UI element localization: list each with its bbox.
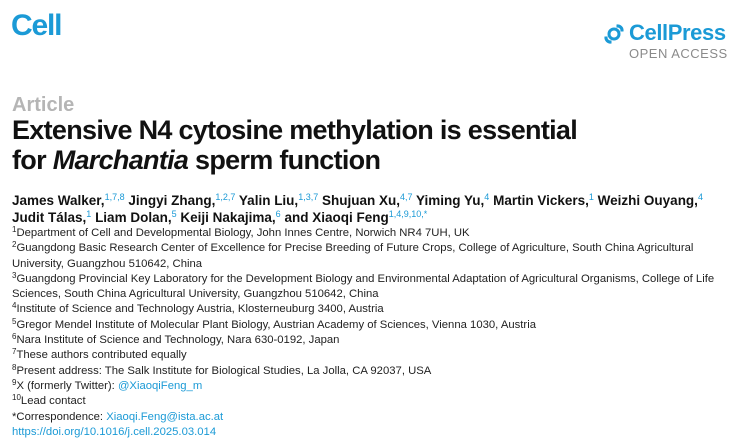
affiliation-marker: 2 [12,240,17,250]
author [12,193,125,208]
affiliation-row [12,272,742,287]
author [322,193,413,208]
author-affiliation-marker: 1,4,9,10,* [388,209,428,219]
affiliation-text: Guangdong Basic Research Center of Excellence for Precise Breeding of Future Crops, College of Agriculture, South China Agricultural [16,242,694,255]
affiliation-row [12,302,742,317]
affiliation-marker: 7 [12,347,17,357]
affiliation-text: Institute of Science and Technology Austria, Klosterneuburg 3400, Austria [16,303,384,316]
affiliation-marker: 6 [12,332,17,342]
author-name: and Xiaoqi Feng [284,210,389,225]
affiliation-row [12,364,742,379]
correspondence-email-link[interactable]: Xiaoqi.Feng@ista.ac.at [106,410,224,423]
affiliation-row [12,257,742,272]
note-marker: * [12,410,17,423]
author-name: Shujuan Xu, [321,193,400,208]
title-species: Marchantia [52,145,189,175]
note-marker: 9 [12,377,17,387]
correspondence-note [12,410,742,425]
affiliation-text: Guangdong Provincial Key Laboratory for the Development Biology and Environmental Adaptation of Agricultural Organisms, College of Life [16,272,715,285]
author [598,193,703,208]
affiliation-marker: 8 [12,362,17,372]
author-name: James Walker, [12,193,105,208]
journal-logo: Cell [11,9,62,42]
publisher-name: CellPress [629,20,726,45]
affiliation-text: These authors contributed equally [16,349,187,362]
twitter-label: X (formerly Twitter): [16,379,118,392]
affiliation-row [12,348,742,363]
affiliation-text: Department of Cell and Developmental Biology, John Innes Centre, Norwich NR4 7UH, UK [16,227,470,239]
author-affiliation-marker: 1 [86,209,92,219]
correspondence-label: Correspondence: [16,410,107,423]
author [95,210,177,225]
affiliation-text: Present address: The Salk Institute for Biological Studies, La Jolla, CA 92037, USA [16,364,432,377]
lead-contact-note [12,394,742,409]
twitter-note [12,379,742,394]
author [493,193,594,208]
article-type: Article [12,94,75,116]
affiliation-text: Nara Institute of Science and Technology, Nara 630-0192, Japan [16,334,340,347]
affiliation-text: University, Guangzhou 510642, China [12,257,203,270]
article-title [12,115,742,175]
affiliation-marker: 5 [12,316,17,326]
affiliation-row [12,287,742,302]
author-name: Weizhi Ouyang, [597,193,698,208]
author-affiliation-marker: 4 [697,192,703,202]
author [239,193,318,208]
affiliation-text: Sciences, South China Agricultural University, Guangzhou 510642, China [12,288,379,301]
publisher-logo [602,19,742,65]
author-name: Yalin Liu, [238,193,299,208]
note-marker: 10 [12,393,21,403]
affiliation-row [12,318,742,333]
author-line [12,209,737,226]
author-affiliation-marker: 1,7,8 [104,192,125,202]
author-affiliation-marker: 1 [588,192,594,202]
title-line-2-start: for [12,145,53,175]
author [180,210,280,225]
affiliation-list [12,226,742,379]
author-name: Martin Vickers, [493,193,589,208]
author-affiliation-marker: 4,7 [400,192,413,202]
affiliations [12,226,742,440]
author-affiliation-marker: 1,3,7 [298,192,319,202]
title-line-2-end: sperm function [188,145,381,175]
author-affiliation-marker: 6 [275,209,281,219]
affiliation-row [12,333,742,348]
author-name: Judit Tálas, [12,210,87,225]
author-affiliation-marker: 5 [171,209,177,219]
cellpress-logo-icon [602,22,626,46]
author-name: Jingyi Zhang, [128,193,216,208]
title-line-2 [12,145,742,175]
author [12,210,91,225]
author-name: Liam Dolan, [95,210,172,225]
author-affiliation-marker: 4 [484,192,490,202]
author-name: Keiji Nakajima, [180,210,276,225]
twitter-handle-link[interactable]: @XiaoqiFeng_m [117,379,203,392]
author [128,193,235,208]
doi-link[interactable]: https://doi.org/10.1016/j.cell.2025.03.014 [12,425,217,438]
author [416,193,489,208]
author-name: Yiming Yu, [416,193,485,208]
open-access-label: OPEN ACCESS [629,46,728,61]
affiliation-row [12,226,742,241]
author [284,210,427,225]
author-list [12,192,737,226]
affiliation-marker: 1 [12,225,17,234]
affiliation-marker: 4 [12,301,17,311]
title-line-1: Extensive N4 cytosine methylation is essential [12,115,578,145]
author-affiliation-marker: 1,2,7 [215,192,236,202]
affiliation-row [12,241,742,256]
affiliation-text: Gregor Mendel Institute of Molecular Plant Biology, Austrian Academy of Sciences, Vienna 1030, Austria [16,318,536,331]
lead-contact-text: Lead contact [20,395,86,408]
affiliation-marker: 3 [12,270,17,280]
author-line [12,192,737,209]
